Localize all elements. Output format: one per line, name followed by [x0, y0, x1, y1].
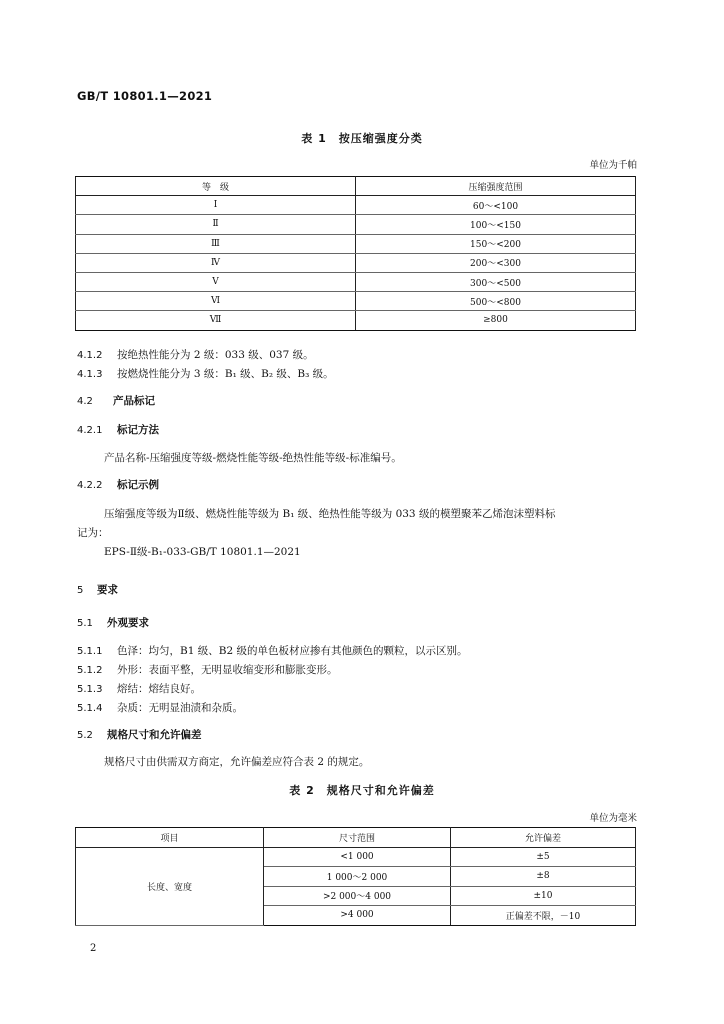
- compression-strength-table: [75, 176, 636, 331]
- clause-text: 按绝热性能分为 2 级：033 级、037 级。: [117, 349, 314, 361]
- standard-code: GB/T 10801.1—2021: [77, 89, 213, 103]
- section-heading: 规格尺寸和允许偏差: [107, 729, 202, 741]
- table-row: [76, 234, 636, 253]
- range-cell: 300～<500: [356, 272, 636, 291]
- clause-text: 杂质：无明显油渍和杂质。: [117, 702, 243, 714]
- range-cell: ≥800: [356, 311, 636, 330]
- tolerance-cell: 正偏差不限，－10: [451, 906, 636, 926]
- tolerance-paragraph: 规格尺寸由供需双方商定，允许偏差应符合表 2 的规定。: [104, 756, 370, 768]
- marking-method-text: 产品名称-压缩强度等级-燃烧性能等级-绝热性能等级-标准编号。: [104, 452, 402, 464]
- section-heading: 外观要求: [107, 617, 149, 629]
- grade-cell: Ⅲ: [76, 234, 356, 253]
- page-number: 2: [90, 943, 97, 954]
- range-cell: 150～<200: [356, 234, 636, 253]
- section-heading: 要求: [97, 584, 118, 596]
- marking-example-code: EPS-Ⅱ级-B₁-033-GB/T 10801.1—2021: [104, 546, 301, 558]
- grade-cell: Ⅱ: [76, 215, 356, 234]
- table-header-row: [76, 177, 636, 196]
- section-number: 5.1: [77, 618, 93, 629]
- header-tolerance: 允许偏差: [451, 828, 636, 848]
- size-cell: 1 000～2 000: [264, 867, 451, 887]
- clause-4-1-2: [77, 347, 314, 362]
- tolerance-cell: ±8: [451, 867, 636, 887]
- grade-cell: Ⅵ: [76, 292, 356, 311]
- size-cell: >2 000～4 000: [264, 886, 451, 906]
- clause-number: 4.1.2: [77, 350, 103, 361]
- size-cell: >4 000: [264, 906, 451, 926]
- section-5-1: [77, 615, 149, 630]
- clause-text: 熔结：熔结良好。: [117, 683, 201, 695]
- header-item: 项目: [76, 828, 264, 848]
- tolerance-cell: ±5: [451, 847, 636, 867]
- range-cell: 60～<100: [356, 196, 636, 215]
- clause-5-1-4: [77, 700, 243, 715]
- header-strength-range: 压缩强度范围: [356, 177, 636, 196]
- clause-number: 5.1.3: [77, 684, 103, 695]
- table2-title: 表 2 规格尺寸和允许偏差: [289, 784, 435, 797]
- table-row: [76, 292, 636, 311]
- section-number: 4.2.1: [77, 425, 103, 436]
- section-5-2: [77, 727, 202, 742]
- grade-cell: Ⅳ: [76, 253, 356, 272]
- section-4-2-2: [77, 477, 159, 492]
- clause-number: 5.1.1: [77, 646, 103, 657]
- table-row: [76, 847, 636, 867]
- section-5: [77, 582, 118, 597]
- clause-number: 5.1.4: [77, 703, 103, 714]
- grade-cell: Ⅴ: [76, 272, 356, 291]
- header-size-range: 尺寸范围: [264, 828, 451, 848]
- section-number: 4.2: [77, 396, 93, 407]
- clause-4-1-3: [77, 366, 334, 381]
- table1-unit: 单位为千帕: [589, 160, 637, 171]
- clause-text: 外形：表面平整，无明显收缩变形和膨胀变形。: [117, 664, 338, 676]
- range-cell: 500～<800: [356, 292, 636, 311]
- section-4-2-1: [77, 422, 159, 437]
- table-row: [76, 311, 636, 330]
- range-cell: 100～<150: [356, 215, 636, 234]
- size-tolerance-table: [75, 827, 636, 926]
- grade-cell: Ⅰ: [76, 196, 356, 215]
- group-label-cell: 长度、宽度: [76, 847, 264, 925]
- marking-example-text-cont: 记为：: [77, 527, 109, 539]
- header-grade: 等 级: [76, 177, 356, 196]
- table-row: [76, 215, 636, 234]
- table-row: [76, 196, 636, 215]
- range-cell: 200～<300: [356, 253, 636, 272]
- clause-5-1-3: [77, 681, 201, 696]
- size-cell: <1 000: [264, 847, 451, 867]
- section-number: 5: [77, 585, 84, 596]
- section-4-2: [77, 393, 155, 408]
- section-number: 4.2.2: [77, 480, 103, 491]
- grade-cell: Ⅶ: [76, 311, 356, 330]
- clause-5-1-1: [77, 643, 467, 658]
- marking-example-text: 压缩强度等级为Ⅱ级、燃烧性能等级为 B₁ 级、绝热性能等级为 033 级的模塑聚苯乙烯泡沫塑料标: [104, 508, 556, 520]
- table-row: [76, 272, 636, 291]
- section-heading: 产品标记: [113, 395, 155, 407]
- section-heading: 标记方法: [117, 424, 159, 436]
- table-row: [76, 253, 636, 272]
- clause-5-1-2: [77, 662, 338, 677]
- table1-title: 表 1 按压缩强度分类: [301, 132, 423, 145]
- section-heading: 标记示例: [117, 479, 159, 491]
- clause-number: 5.1.2: [77, 665, 103, 676]
- section-number: 5.2: [77, 730, 93, 741]
- tolerance-cell: ±10: [451, 886, 636, 906]
- table2-unit: 单位为毫米: [589, 813, 637, 824]
- table-header-row: [76, 828, 636, 848]
- clause-text: 色泽：均匀，B1 级、B2 级的单色板材应掺有其他颜色的颗粒，以示区别。: [117, 645, 468, 657]
- clause-number: 4.1.3: [77, 369, 103, 380]
- clause-text: 按燃烧性能分为 3 级：B₁ 级、B₂ 级、B₃ 级。: [117, 368, 334, 380]
